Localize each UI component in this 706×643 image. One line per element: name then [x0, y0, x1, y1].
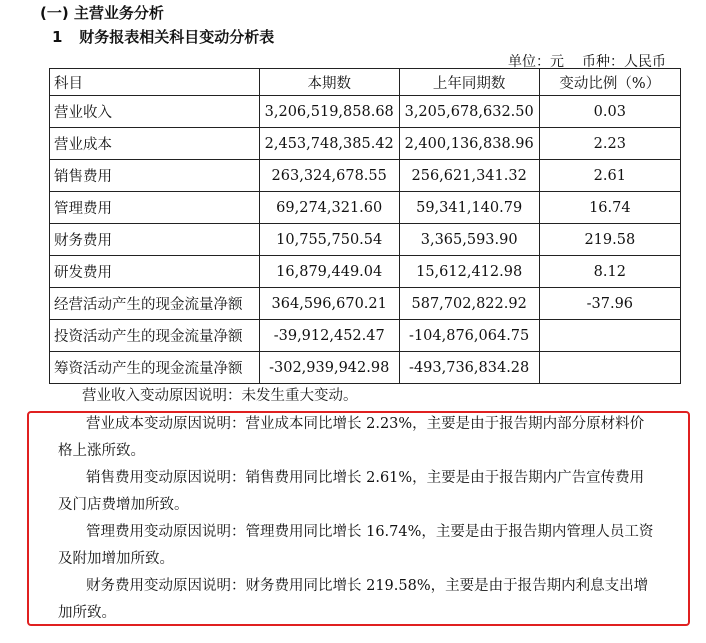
unit-label: 单位：元	[508, 54, 564, 70]
change-percent	[539, 352, 680, 384]
note-selling: 销售费用变动原因说明：销售费用同比增长 2.61%，主要是由于报告期内广告宣传费用及门店费增加所致。	[58, 470, 645, 513]
row-label: 营业收入	[50, 96, 260, 128]
header-change: 变动比例（%）	[539, 69, 680, 96]
table-title-text: 财务报表相关科目变动分析表	[79, 28, 275, 46]
prior-value: -104,876,064.75	[399, 320, 539, 352]
current-value: 263,324,678.55	[259, 160, 399, 192]
table-header-row	[50, 69, 681, 96]
table-row	[50, 192, 681, 224]
current-value: 3,206,519,858.68	[259, 96, 399, 128]
header-prior: 上年同期数	[399, 69, 539, 96]
table-row	[50, 256, 681, 288]
prior-value: 2,400,136,838.96	[399, 128, 539, 160]
change-percent: 8.12	[539, 256, 680, 288]
financial-table	[49, 68, 681, 384]
prior-value: 256,621,341.32	[399, 160, 539, 192]
change-percent: 219.58	[539, 224, 680, 256]
row-label: 经营活动产生的现金流量净额	[50, 288, 260, 320]
table-title	[52, 26, 274, 47]
table-row	[50, 288, 681, 320]
change-percent: -37.96	[539, 288, 680, 320]
prior-value: 59,341,140.79	[399, 192, 539, 224]
header-item: 科目	[50, 69, 260, 96]
header-current: 本期数	[259, 69, 399, 96]
table-row	[50, 160, 681, 192]
current-value: -302,939,942.98	[259, 352, 399, 384]
note-revenue: 营业收入变动原因说明：未发生重大变动。	[82, 388, 358, 404]
note-admin: 管理费用变动原因说明：管理费用同比增长 16.74%，主要是由于报告期内管理人员工资及附加增加所致。	[58, 524, 654, 567]
row-label: 营业成本	[50, 128, 260, 160]
section-title: (一) 主营业务分析	[40, 4, 164, 22]
table-row	[50, 128, 681, 160]
change-percent: 2.23	[539, 128, 680, 160]
current-value: 16,879,449.04	[259, 256, 399, 288]
row-label: 管理费用	[50, 192, 260, 224]
prior-value: 3,365,593.90	[399, 224, 539, 256]
currency-label: 币种：人民币	[582, 54, 666, 70]
table-title-number: 1	[52, 28, 63, 46]
table-row	[50, 352, 681, 384]
prior-value: 587,702,822.92	[399, 288, 539, 320]
change-percent: 0.03	[539, 96, 680, 128]
prior-value: -493,736,834.28	[399, 352, 539, 384]
note-finance: 财务费用变动原因说明：财务费用同比增长 219.58%，主要是由于报告期内利息支出增加所致。	[58, 578, 649, 621]
table-row	[50, 320, 681, 352]
current-value: 10,755,750.54	[259, 224, 399, 256]
note-cost: 营业成本变动原因说明：营业成本同比增长 2.23%，主要是由于报告期内部分原材料价格上涨所致。	[58, 416, 645, 459]
current-value: -39,912,452.47	[259, 320, 399, 352]
row-label: 投资活动产生的现金流量净额	[50, 320, 260, 352]
row-label: 销售费用	[50, 160, 260, 192]
current-value: 2,453,748,385.42	[259, 128, 399, 160]
change-percent: 16.74	[539, 192, 680, 224]
current-value: 364,596,670.21	[259, 288, 399, 320]
change-percent	[539, 320, 680, 352]
row-label: 研发费用	[50, 256, 260, 288]
prior-value: 3,205,678,632.50	[399, 96, 539, 128]
row-label: 财务费用	[50, 224, 260, 256]
table-row	[50, 96, 681, 128]
table-row	[50, 224, 681, 256]
change-percent: 2.61	[539, 160, 680, 192]
prior-value: 15,612,412.98	[399, 256, 539, 288]
current-value: 69,274,321.60	[259, 192, 399, 224]
row-label: 筹资活动产生的现金流量净额	[50, 352, 260, 384]
